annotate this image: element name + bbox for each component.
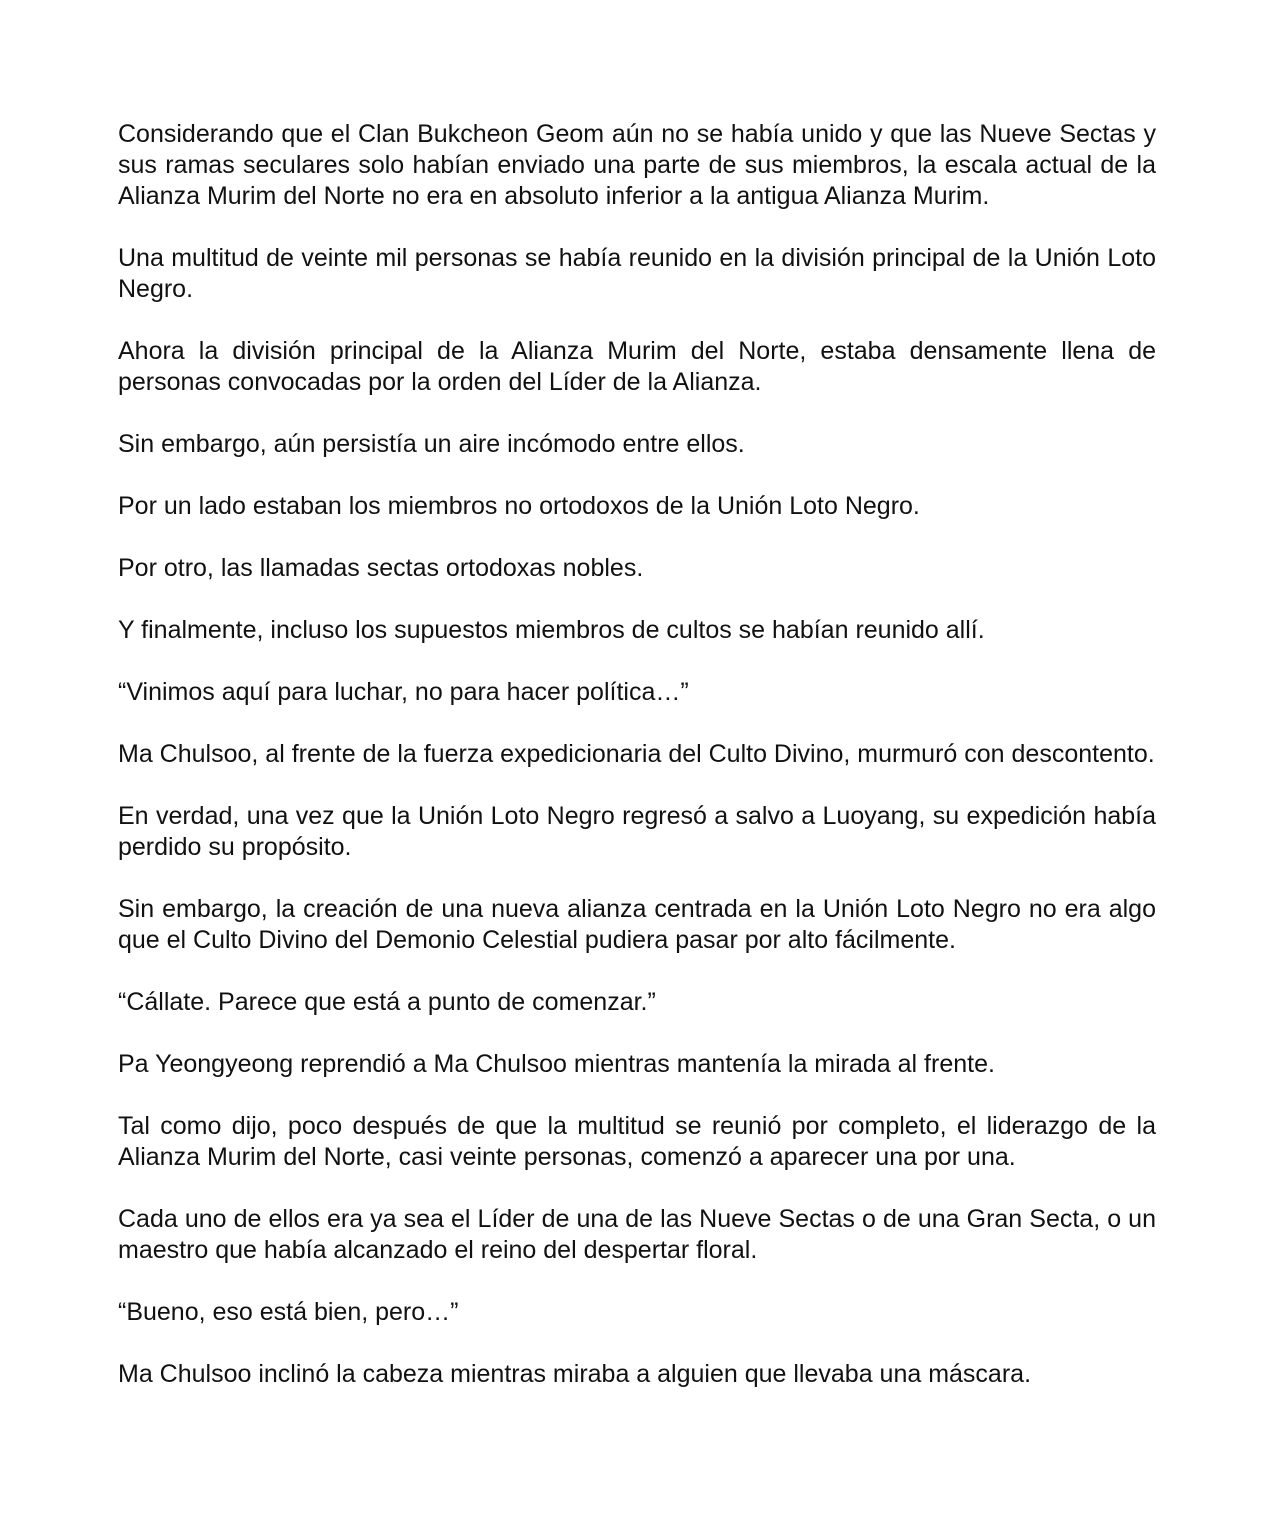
paragraph-5: Por un lado estaban los miembros no ortodoxos de la Unión Loto Negro.	[118, 492, 920, 520]
paragraph-4: Sin embargo, aún persistía un aire incómodo entre ellos.	[118, 430, 745, 458]
document-page	[118, 119, 1156, 1421]
paragraph-15: Cada uno de ellos era ya sea el Líder de una de las Nueve Sectas o de una Gran Secta, o un maestro que había alcanzado el reino del despertar floral.	[118, 1205, 1156, 1264]
paragraph-12: “Cállate. Parece que está a punto de comenzar.”	[118, 988, 656, 1016]
paragraph-3: Ahora la división principal de la Alianza Murim del Norte, estaba densamente llena de personas convocadas por la orden del Líder de la Alianza.	[118, 337, 1156, 396]
paragraph-6: Por otro, las llamadas sectas ortodoxas nobles.	[118, 554, 644, 582]
paragraph-10: En verdad, una vez que la Unión Loto Negro regresó a salvo a Luoyang, su expedición había perdido su propósito.	[118, 802, 1156, 861]
paragraph-1: Considerando que el Clan Bukcheon Geom aún no se había unido y que las Nueve Sectas y sus ramas seculares solo habían enviado una parte de sus miembros, la escala actual de la Alianza Murim del Norte no era en absoluto inferior a la antigua Alianza Murim.	[118, 120, 1156, 210]
paragraph-2: Una multitud de veinte mil personas se había reunido en la división principal de la Unión Loto Negro.	[118, 244, 1156, 303]
paragraph-9: Ma Chulsoo, al frente de la fuerza expedicionaria del Culto Divino, murmuró con descontento.	[118, 740, 1155, 768]
paragraph-16: “Bueno, eso está bien, pero…”	[118, 1298, 459, 1326]
paragraph-13: Pa Yeongyeong reprendió a Ma Chulsoo mientras mantenía la mirada al frente.	[118, 1050, 995, 1078]
paragraph-7: Y finalmente, incluso los supuestos miembros de cultos se habían reunido allí.	[118, 616, 985, 644]
paragraph-14: Tal como dijo, poco después de que la multitud se reunió por completo, el liderazgo de la Alianza Murim del Norte, casi veinte personas, comenzó a aparecer una por una.	[118, 1112, 1156, 1171]
paragraph-11: Sin embargo, la creación de una nueva alianza centrada en la Unión Loto Negro no era algo que el Culto Divino del Demonio Celestial pudiera pasar por alto fácilmente.	[118, 895, 1156, 954]
paragraph-17: Ma Chulsoo inclinó la cabeza mientras miraba a alguien que llevaba una máscara.	[118, 1360, 1032, 1388]
paragraph-8: “Vinimos aquí para luchar, no para hacer política…”	[118, 678, 689, 706]
